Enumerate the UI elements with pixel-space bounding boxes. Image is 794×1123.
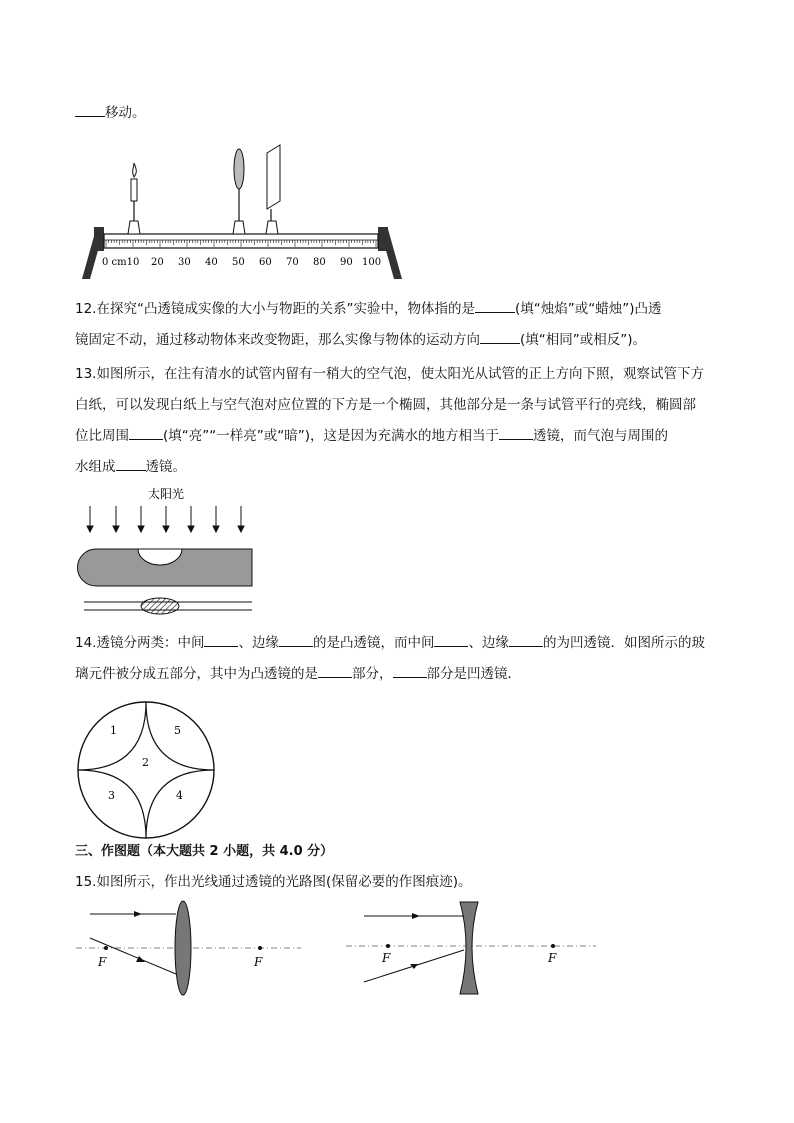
q12-line-1: 12.在探究“凸透镜成实像的大小与物距的关系”实验中，物体指的是 (填“烛焰”或“蜡烛”)凸透 (75, 301, 662, 317)
focus-point (551, 944, 555, 948)
part-label: 1 (110, 724, 117, 737)
focus-label: F (548, 951, 557, 965)
convex-lens (233, 149, 245, 234)
concave-lens-ray-figure (346, 900, 598, 1000)
part-label: 5 (174, 724, 181, 737)
candle (128, 163, 140, 234)
answer-blank[interactable] (318, 665, 352, 678)
focus-point (104, 946, 108, 950)
answer-blank[interactable] (475, 300, 515, 313)
convex-lens (175, 901, 191, 995)
ruler-label: 0 cm10 (102, 257, 140, 268)
q13-line-2: 白纸，可以发现白纸上与空气泡对应位置的下方是一个椭圆，其他部分是一条与试管平行的亮线，椭圆部 (75, 397, 696, 413)
answer-blank[interactable] (279, 634, 313, 647)
glass-element-figure (76, 700, 216, 840)
ellipse-shadow (141, 598, 179, 614)
sunlight-arrows (87, 506, 244, 532)
answer-blank[interactable] (509, 634, 543, 647)
answer-blank[interactable] (480, 331, 520, 344)
answer-blank[interactable] (129, 427, 163, 440)
optical-bench-figure (78, 143, 408, 283)
ruler-label: 50 (232, 257, 245, 268)
section-heading: 三、作图题（本大题共 2 小题，共 4.0 分） (75, 844, 334, 859)
part-label: 4 (176, 789, 183, 802)
q14-line-2: 璃元件被分成五部分，其中为凸透镜的是 部分， 部分是凹透镜． (75, 666, 521, 682)
focus-label: F (382, 951, 391, 965)
q13-line-1: 13.如图所示，在注有清水的试管内留有一稍大的空气泡，使太阳光从试管的正上方向下照，观察试管下方 (75, 366, 704, 382)
ruler-label: 100 (362, 257, 382, 268)
convex-lens-ray-figure (76, 900, 306, 1000)
test-tube (78, 549, 253, 586)
white-paper (84, 598, 252, 614)
ruler-label: 30 (178, 257, 191, 268)
focus-point (258, 946, 262, 950)
focus-label: F (254, 955, 263, 969)
ruler-label: 60 (259, 257, 272, 268)
q13-line-3: 位比周围 (填“亮”“一样亮”或“暗”)，这是因为充满水的地方相当于 透镜，而气泡与周围的 (75, 428, 668, 444)
q15-line: 15.如图所示，作出光线通过透镜的光路图(保留必要的作图痕迹)。 (75, 874, 472, 890)
ruler-labels (102, 257, 381, 268)
q14-line-1: 14.透镜分两类：中间 、边缘 的是凸透镜，而中间 、边缘 的为凹透镜．如图所示的玻 (75, 635, 705, 651)
focus-label: F (98, 955, 107, 969)
light-screen (266, 145, 280, 234)
ruler-label: 80 (313, 257, 326, 268)
part-label: 2 (142, 756, 149, 769)
answer-blank[interactable] (434, 634, 468, 647)
ruler-label: 70 (286, 257, 299, 268)
q12-line-2: 镜固定不动，通过移动物体来改变物距，那么实像与物体的运动方向 (填“相同”或相反”)。 (75, 332, 647, 348)
sunlight-label: 太阳光 (148, 487, 185, 501)
focus-point (386, 944, 390, 948)
answer-blank[interactable] (204, 634, 238, 647)
answer-blank[interactable] (499, 427, 533, 440)
answer-blank[interactable] (393, 665, 427, 678)
part-label: 3 (108, 789, 115, 802)
answer-blank[interactable] (75, 104, 105, 117)
test-tube-figure (76, 484, 266, 619)
ruler-label: 40 (205, 257, 218, 268)
q13-line-4: 水组成 透镜。 (75, 459, 186, 475)
q11-tail-line: 移动。 (75, 104, 146, 122)
answer-blank[interactable] (116, 458, 146, 471)
ruler-label: 20 (151, 257, 164, 268)
ruler-label: 90 (340, 257, 353, 268)
